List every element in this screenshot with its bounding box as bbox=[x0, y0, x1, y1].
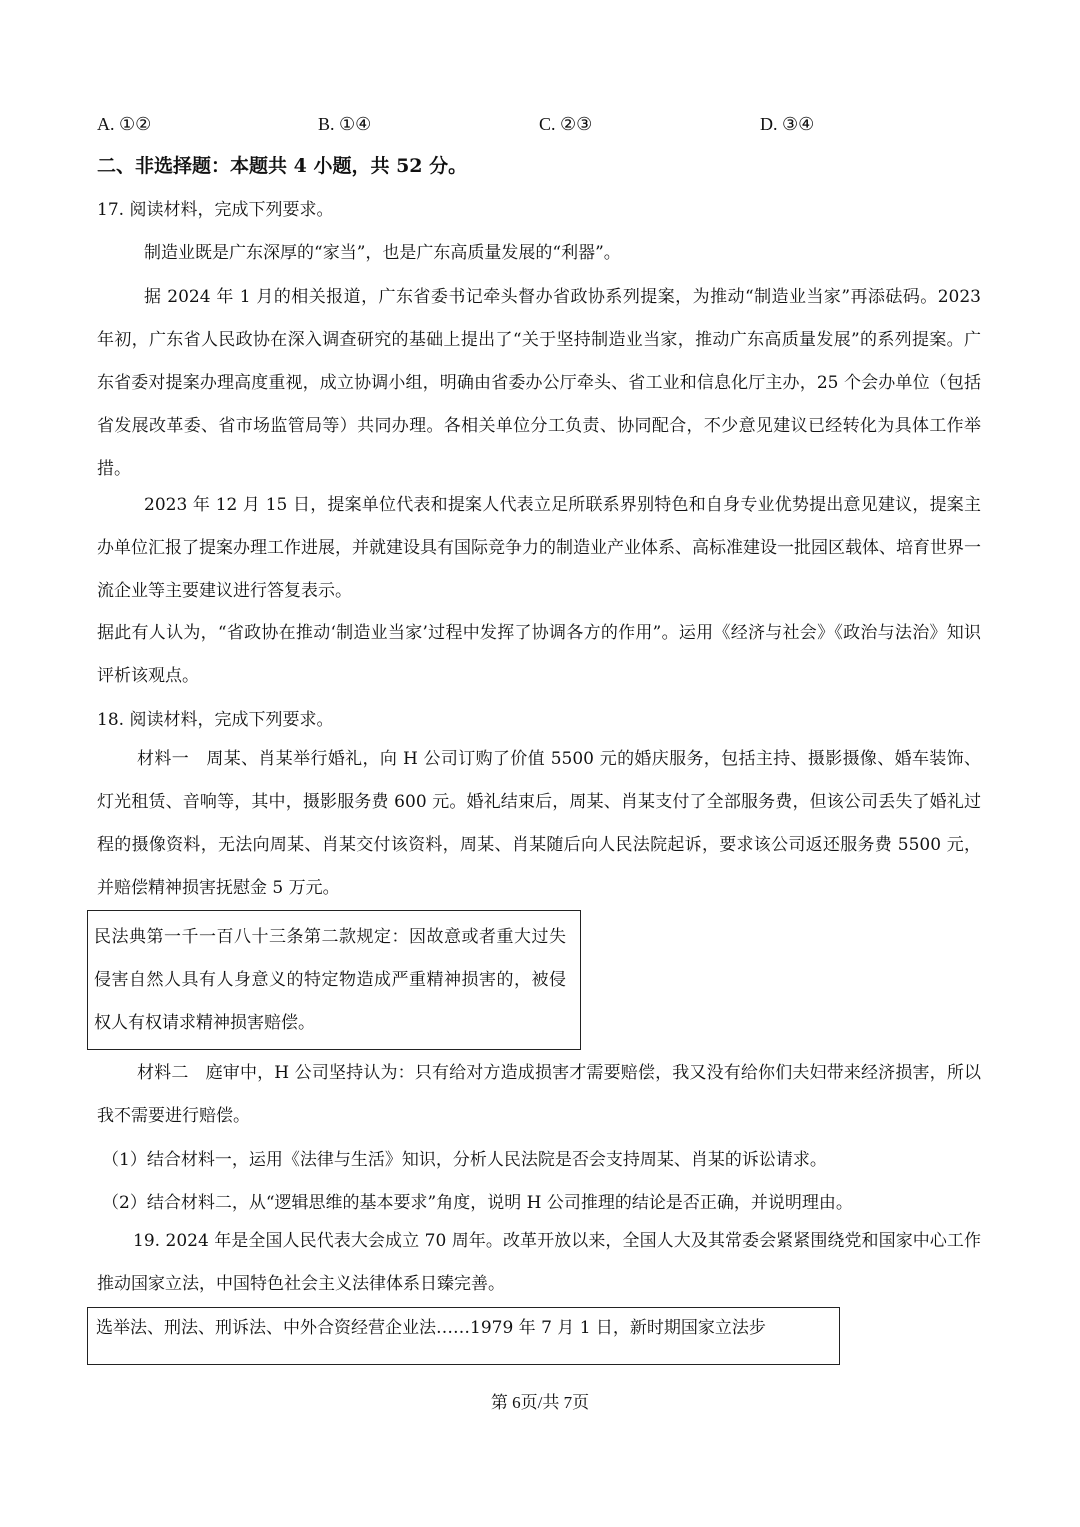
option-d: D. ③④ bbox=[760, 114, 815, 134]
q18-subquestion-2: （2）结合材料二，从“逻辑思维的基本要求”角度，说明 H 公司推理的结论是否正确，并说明理由。 bbox=[102, 1193, 853, 1213]
q17-para-3: 2023 年 12 月 15 日，提案单位代表和提案人代表立足所联系界别特色和自身专业优势提出意见建议，提案主办单位汇报了提案办理工作进展，并就建设具有国际竞争力的制造业产业体系、高标准建设一批园区载体、培育世界一流企业等主要建议进行答复表示。 bbox=[97, 495, 981, 601]
option-a: A. ①② bbox=[97, 114, 152, 134]
section-title: 二、非选择题：本题共 4 小题，共 52 分。 bbox=[97, 155, 468, 177]
q17-question: 据此有人认为，“省政协在推动‘制造业当家’过程中发挥了协调各方的作用”。运用《经济与社会》《政治与法治》知识评析该观点。 bbox=[97, 623, 981, 686]
legislation-box-text: 选举法、刑法、刑诉法、中外合资经营企业法……1979 年 7 月 1 日，新时期国家立法步 bbox=[96, 1318, 766, 1338]
q19-intro: 19. 2024 年是全国人民代表大会成立 70 周年。改革开放以来，全国人大及其常委会紧紧围绕党和国家中心工作推动国家立法，中国特色社会主义法律体系日臻完善。 bbox=[97, 1231, 981, 1294]
q18-subquestion-1: （1）结合材料一，运用《法律与生活》知识，分析人民法院是否会支持周某、肖某的诉讼请求。 bbox=[102, 1150, 827, 1170]
legislation-box bbox=[87, 1307, 840, 1365]
q17-para-2: 据 2024 年 1 月的相关报道，广东省委书记牵头督办省政协系列提案，为推动“制造业当家”再添砝码。2023 年初，广东省人民政协在深入调查研究的基础上提出了“关于坚持制造业当家，推动广东高质量发展”的系列提案。广东省委对提案办理高度重视，成立协调小组，明确由省委办公厅牵头、省工业和信息化厅主办，25 个会办单位（包括省发展改革委、省市场监管局等）共同办理。各相关单位分工负责、协同配合，不少意见建议已经转化为具体工作举措。 bbox=[97, 287, 981, 479]
q18-prompt: 18. 阅读材料，完成下列要求。 bbox=[97, 710, 334, 730]
q17-para-1: 制造业既是广东深厚的“家当”，也是广东高质量发展的“利器”。 bbox=[144, 243, 621, 263]
civil-code-box bbox=[87, 910, 581, 1050]
option-c: C. ②③ bbox=[539, 114, 593, 134]
q18-material-2: 材料二 庭审中，H 公司坚持认为：只有给对方造成损害才需要赔偿，我又没有给你们夫妇带来经济损害，所以我不需要进行赔偿。 bbox=[97, 1063, 981, 1126]
q18-material-1: 材料一 周某、肖某举行婚礼，向 H 公司订购了价值 5500 元的婚庆服务，包括主持、摄影摄像、婚车装饰、灯光租赁、音响等，其中，摄影服务费 600 元。婚礼结束后，周某、肖某支付了全部服务费，但该公司丢失了婚礼过程的摄像资料，无法向周某、肖某交付该资料，周某、肖某随后向人民法院起诉，要求该公司返还服务费 5500 元，并赔偿精神损害抚慰金 5 万元。 bbox=[97, 749, 981, 898]
q17-prompt: 17. 阅读材料，完成下列要求。 bbox=[97, 200, 334, 220]
option-b: B. ①④ bbox=[318, 114, 372, 134]
page-footer: 第 6页/共 7页 bbox=[490, 1393, 590, 1412]
civil-code-text: 民法典第一千一百八十三条第二款规定：因故意或者重大过失侵害自然人具有人身意义的特定物造成严重精神损害的，被侵权人有权请求精神损害赔偿。 bbox=[94, 927, 566, 1033]
